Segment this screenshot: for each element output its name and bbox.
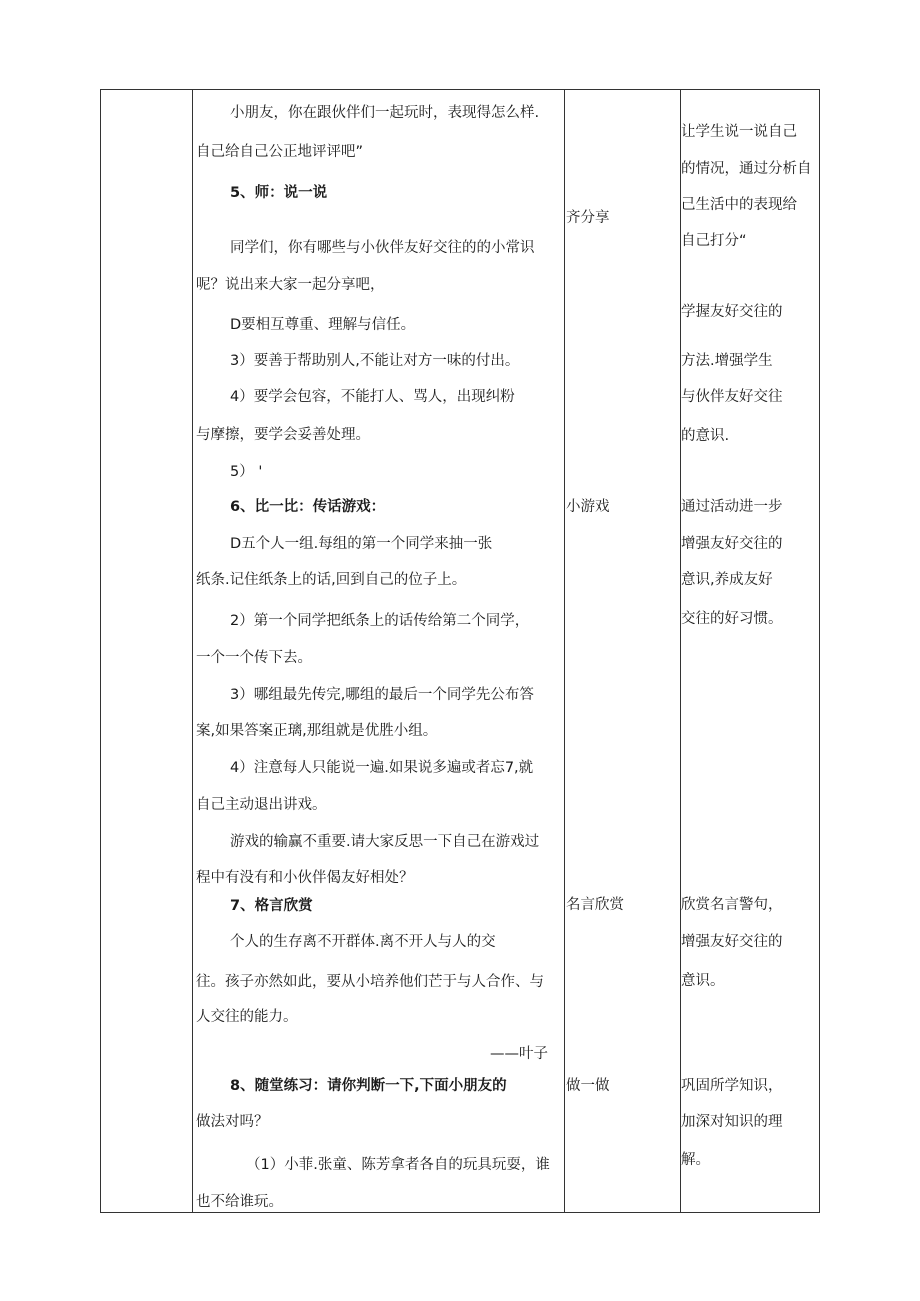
section-heading: 5、师：说一说 — [230, 185, 328, 201]
intent-line: 欣赏名言警句， — [681, 897, 783, 913]
exercise-item: （1）小菲.张童、陈芳拿者各自的玩具玩耍，谁 — [246, 1157, 550, 1173]
intent-line: 巩固所学知识， — [681, 1078, 783, 1094]
table-border-right — [819, 89, 820, 1213]
column-divider-2 — [564, 89, 565, 1213]
activity-label: 名言欣赏 — [566, 897, 624, 913]
quote-line: 个人的生存离不开群体.离不开人与人的交 — [230, 934, 496, 950]
content-line: 小朋友，你在跟伙伴们一起玩时，表现得怎么样. — [230, 105, 540, 121]
section-heading: 7、格言欣赏 — [230, 898, 313, 914]
section-heading: 8、随堂练习：请你判断一下,下面小朋友的 — [230, 1078, 507, 1094]
list-item: 2）第一个同学把纸条上的话传给第二个同学， — [230, 613, 530, 629]
intent-line: 增强友好交往的 — [681, 536, 783, 552]
intent-line: 交往的好习惯。 — [681, 611, 783, 627]
content-line: 同学们，你有哪些与小伙伴友好交往的的小常识 — [230, 240, 535, 256]
column-divider-3 — [680, 89, 681, 1213]
content-line: 程中有没有和小伙伴偈友好相处？ — [196, 870, 414, 886]
lesson-table — [100, 89, 820, 1213]
content-line: 也不给谁玩。 — [196, 1194, 283, 1210]
content-line: 游戏的输赢不重要.请大家反思一下自己在游戏过 — [230, 834, 540, 850]
section-heading: 6、比一比：传话游戏： — [230, 499, 386, 515]
intent-line: 增强友好交往的 — [681, 934, 783, 950]
quote-line: 人交往的能力。 — [196, 1009, 298, 1025]
activity-label: 做一做 — [566, 1078, 610, 1094]
activity-label: 小游戏 — [566, 499, 610, 515]
content-line: 自己主动退出讲戏。 — [196, 797, 327, 813]
list-item: 4）注意每人只能说一遍.如果说多遍或者忘7,就 — [230, 760, 534, 776]
quote-line: 往。孩子亦然如此，要从小培养他们芒于与人合作、与 — [196, 974, 544, 990]
intent-line: 加深对知识的理 — [681, 1114, 783, 1130]
table-border-bottom — [100, 1212, 820, 1213]
intent-line: 方法.增强学生 — [681, 353, 773, 369]
intent-line: 通过活动进一步 — [681, 499, 783, 515]
quote-author: ——叶子 — [490, 1046, 548, 1062]
content-line: 一个一个传下去。 — [196, 650, 312, 666]
column-divider-1 — [192, 89, 193, 1213]
list-item: 3）哪组最先传完,哪组的最后一个同学先公布答 — [230, 687, 534, 703]
intent-line: 意识。 — [681, 973, 725, 989]
intent-line: 让学生说一说自己 — [681, 124, 797, 140]
intent-line: 学握友好交往的 — [681, 304, 783, 320]
intent-line: 自己打分“ — [681, 233, 747, 249]
table-border-left — [100, 89, 101, 1213]
intent-line: 的情况，通过分析自 — [681, 161, 812, 177]
activity-label: 齐分享 — [566, 210, 610, 226]
intent-line: 解。 — [681, 1152, 710, 1168]
list-item: 5） ' — [230, 464, 263, 480]
list-item: 3）要善于帮助别人,不能让对方一味的付出。 — [230, 353, 520, 369]
intent-line: 己生活中的表现给 — [681, 197, 797, 213]
intent-line: 的意识. — [681, 428, 730, 444]
content-line: 呢？说出来大家一起分享吧， — [196, 277, 385, 293]
content-line: 纸条.记住纸条上的话,回到自己的位子上。 — [196, 572, 467, 588]
intent-line: 意识,养成友好 — [681, 572, 773, 588]
list-item: D五个人一组.每组的第一个同学来抽一张 — [230, 536, 493, 552]
list-item: 4）要学会包容，不能打人、骂人，出现纠粉 — [230, 389, 515, 405]
content-line: 自己给自己公正地评评吧” — [196, 144, 364, 160]
content-line: 案,如果答案正璃,那组就是优胜小组。 — [196, 723, 438, 739]
content-line: 做法对吗？ — [196, 1114, 269, 1130]
content-line: 与摩擦，要学会妥善处理。 — [196, 427, 370, 443]
list-item: D要相互尊重、理解与信任。 — [230, 317, 416, 333]
intent-line: 与伙伴友好交往 — [681, 389, 783, 405]
table-border-top — [100, 89, 820, 90]
